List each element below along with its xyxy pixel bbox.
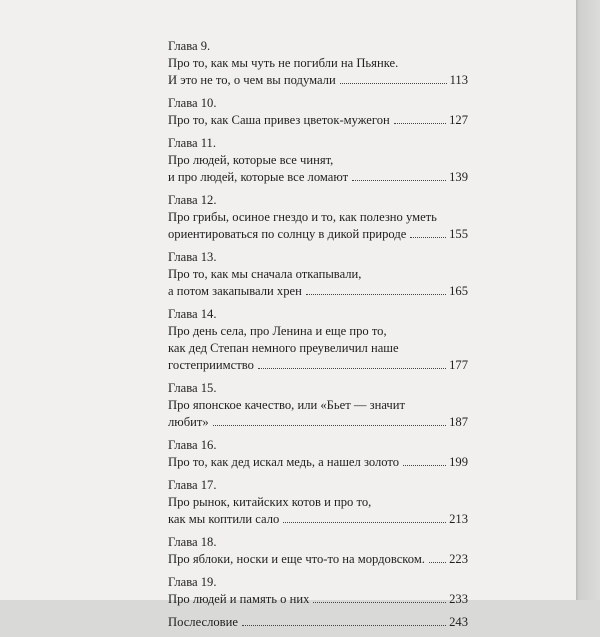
chapter-heading: Глава 15. xyxy=(168,381,217,395)
toc-entry-chapter-9 xyxy=(168,38,468,89)
page-number: 165 xyxy=(449,284,468,298)
chapter-title-text: а потом закапывали хрен xyxy=(168,284,302,298)
toc-entry-chapter-14 xyxy=(168,306,468,374)
toc-entry-afterword xyxy=(168,614,468,631)
page-number: 243 xyxy=(449,615,468,629)
afterword-line xyxy=(168,614,468,631)
page-number: 223 xyxy=(449,552,468,566)
chapter-title-line: Про то, как мы чуть не погибли на Пьянке. xyxy=(168,56,399,70)
toc-entry-chapter-13 xyxy=(168,249,468,300)
chapter-heading: Глава 14. xyxy=(168,307,217,321)
chapter-title-last-line xyxy=(168,226,468,243)
dot-leader xyxy=(340,83,447,84)
chapter-heading: Глава 9. xyxy=(168,39,211,53)
chapter-title-line: Про день села, про Ленина и еще про то, xyxy=(168,324,387,338)
toc-entry-chapter-19 xyxy=(168,574,468,608)
page-number: 233 xyxy=(449,592,468,606)
chapter-title-last-line xyxy=(168,169,468,186)
chapter-heading: Глава 10. xyxy=(168,96,217,110)
chapter-title-last-line xyxy=(168,551,468,568)
dot-leader xyxy=(352,180,446,181)
toc-entry-chapter-18 xyxy=(168,534,468,568)
chapter-title-text: и про людей, которые все ломают xyxy=(168,170,349,184)
chapter-title-text: Про яблоки, носки и еще что-то на мордовском. xyxy=(168,552,425,566)
chapter-title-last-line xyxy=(168,414,468,431)
page-number: 187 xyxy=(449,415,468,429)
toc-entry-chapter-17 xyxy=(168,477,468,528)
chapter-heading: Глава 13. xyxy=(168,250,217,264)
chapter-title-line: как дед Степан немного преувеличил наше xyxy=(168,341,399,355)
chapter-title-text: как мы коптили сало xyxy=(168,512,280,526)
chapter-title-text: И это не то, о чем вы подумали xyxy=(168,73,336,87)
chapter-title-text: любит» xyxy=(168,415,209,429)
page-number: 177 xyxy=(449,358,468,372)
chapter-title-line: Про то, как мы сначала откапывали, xyxy=(168,267,362,281)
toc-entry-chapter-16 xyxy=(168,437,468,471)
chapter-title-line: Про японское качество, или «Бьет — значит xyxy=(168,398,406,412)
dot-leader xyxy=(429,562,446,563)
dot-leader xyxy=(213,425,446,426)
chapter-title-line: Про грибы, осиное гнездо и то, как полезно уметь xyxy=(168,210,437,224)
page-edge-shadow xyxy=(576,0,600,600)
chapter-title-last-line xyxy=(168,283,468,300)
afterword-title: Послесловие xyxy=(168,615,238,629)
dot-leader xyxy=(283,522,446,523)
chapter-title-text: Про людей и память о них xyxy=(168,592,310,606)
dot-leader xyxy=(242,625,446,626)
chapter-title-last-line xyxy=(168,511,468,528)
dot-leader xyxy=(394,123,446,124)
chapter-title-text: Про то, как Саша привез цветок-мужегон xyxy=(168,113,390,127)
chapter-heading: Глава 16. xyxy=(168,438,217,452)
chapter-title-last-line xyxy=(168,357,468,374)
dot-leader xyxy=(258,368,446,369)
table-of-contents xyxy=(168,38,468,637)
chapter-heading: Глава 17. xyxy=(168,478,217,492)
chapter-title-text: Про то, как дед искал медь, а нашел золото xyxy=(168,455,400,469)
chapter-title-last-line xyxy=(168,454,468,471)
chapter-heading: Глава 19. xyxy=(168,575,217,589)
page-number: 113 xyxy=(449,73,468,87)
chapter-title-text: гостеприимство xyxy=(168,358,254,372)
chapter-heading: Глава 11. xyxy=(168,136,217,150)
chapter-title-text: ориентироваться по солнцу в дикой природе xyxy=(168,227,407,241)
chapter-heading: Глава 12. xyxy=(168,193,217,207)
chapter-title-line: Про рынок, китайских котов и про то, xyxy=(168,495,372,509)
page-number: 213 xyxy=(449,512,468,526)
toc-entry-chapter-11 xyxy=(168,135,468,186)
page-number: 199 xyxy=(449,455,468,469)
toc-entry-chapter-15 xyxy=(168,380,468,431)
toc-entry-chapter-10 xyxy=(168,95,468,129)
page-number: 155 xyxy=(449,227,468,241)
toc-entry-chapter-12 xyxy=(168,192,468,243)
dot-leader xyxy=(410,237,446,238)
dot-leader xyxy=(403,465,446,466)
chapter-heading: Глава 18. xyxy=(168,535,217,549)
chapter-title-line: Про людей, которые все чинят, xyxy=(168,153,334,167)
chapter-title-last-line xyxy=(168,112,468,129)
page-number: 139 xyxy=(449,170,468,184)
chapter-title-last-line xyxy=(168,72,468,89)
dot-leader xyxy=(313,602,446,603)
page-number: 127 xyxy=(449,113,468,127)
dot-leader xyxy=(306,294,446,295)
